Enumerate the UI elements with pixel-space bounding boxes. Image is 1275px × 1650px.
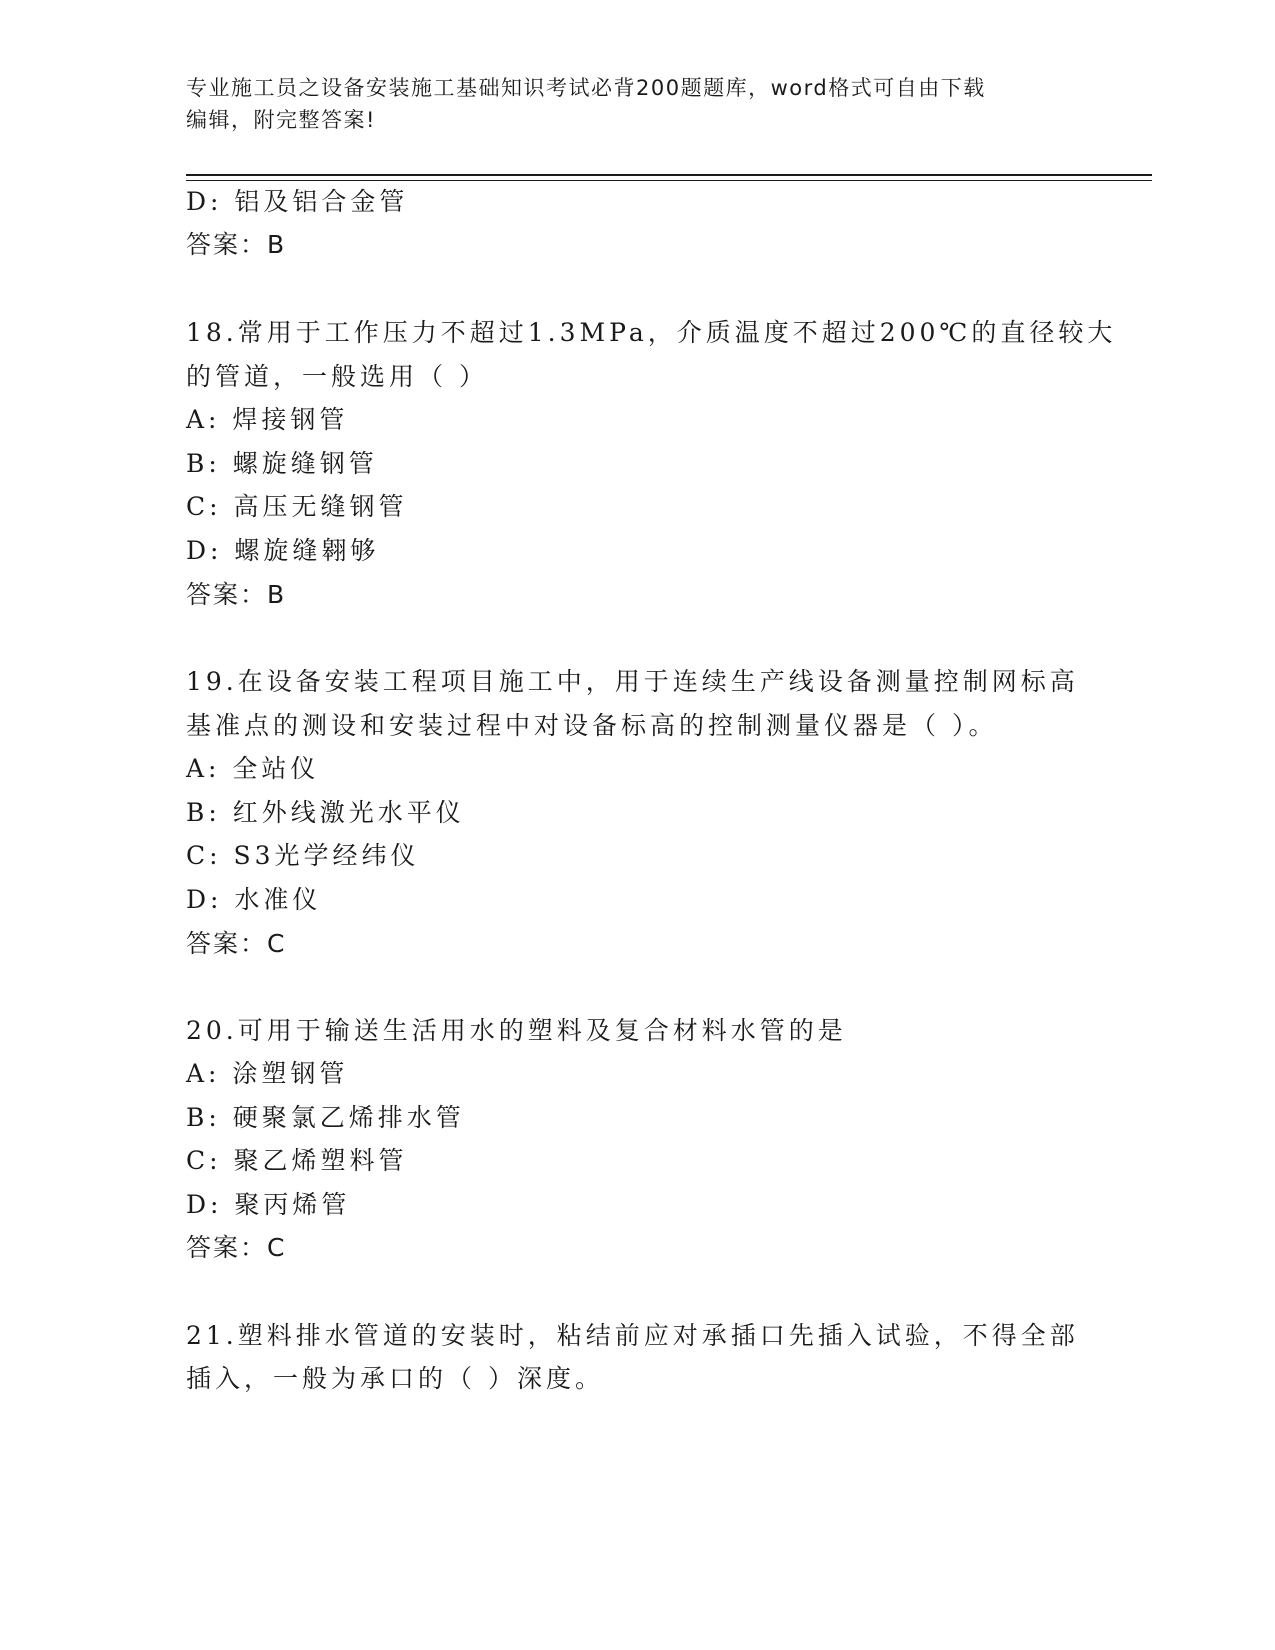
q19-option-b: B: 红外线激光水平仪 (186, 798, 465, 827)
q18-stem-line1: 18.常用于工作压力不超过1.3MPa，介质温度不超过200℃的直径较大 (186, 318, 1117, 347)
q20-answer: 答案：C (186, 1233, 287, 1262)
q17-answer: 答案：B (186, 230, 287, 259)
header-title-line2: 编辑，附完整答案! (186, 108, 376, 132)
q18-option-b: B: 螺旋缝钢管 (186, 449, 378, 478)
q19-option-d: D: 水准仪 (186, 885, 322, 914)
q21-stem-line1: 21.塑料排水管道的安装时，粘结前应对承插口先插入试验，不得全部 (186, 1321, 1079, 1350)
q18-stem-line2: 的管道，一般选用（ ） (186, 362, 488, 391)
page-header (186, 72, 1066, 136)
q18-answer: 答案：B (186, 580, 287, 609)
q20-stem-line1: 20.可用于输送生活用水的塑料及复合材料水管的是 (186, 1016, 847, 1045)
q20-option-b: B: 硬聚氯乙烯排水管 (186, 1103, 465, 1132)
q18-option-c: C: 高压无缝钢管 (186, 492, 408, 521)
q20-option-d: D: 聚丙烯管 (186, 1190, 351, 1219)
q19-stem-line1: 19.在设备安装工程项目施工中，用于连续生产线设备测量控制网标高 (186, 667, 1079, 696)
q19-option-a: A: 全站仪 (186, 754, 320, 783)
q21-stem-line2: 插入，一般为承口的（ ）深度。 (186, 1364, 604, 1393)
q17-option-d: D: 铝及铝合金管 (186, 187, 409, 216)
q20-option-c: C: 聚乙烯塑料管 (186, 1146, 408, 1175)
header-divider-thin (186, 180, 1152, 181)
q19-stem-line2: 基准点的测设和安装过程中对设备标高的控制测量仪器是（ ）。 (186, 711, 998, 740)
header-title-line1: 专业施工员之设备安装施工基础知识考试必背200题题库，word格式可自由下载 (186, 76, 986, 100)
q19-answer: 答案：C (186, 929, 287, 958)
q20-option-a: A: 涂塑钢管 (186, 1059, 349, 1088)
q18-option-d: D: 螺旋缝翱够 (186, 536, 380, 565)
header-divider-thick (186, 174, 1152, 176)
q19-option-c: C: S3光学经纬仪 (186, 841, 420, 870)
q18-option-a: A: 焊接钢管 (186, 405, 349, 434)
